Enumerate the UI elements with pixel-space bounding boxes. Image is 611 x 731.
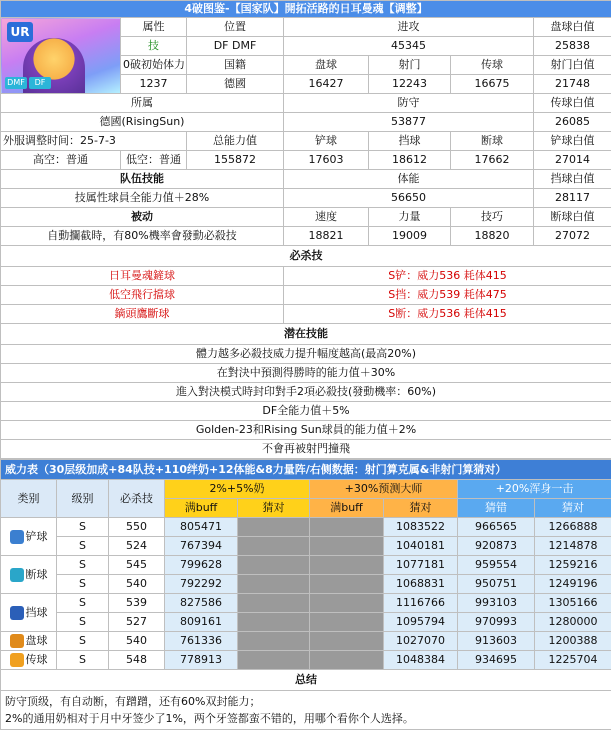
table-row [1,575,611,594]
col-level: 级别 [57,480,109,518]
row-skill: 550 [109,518,165,537]
label-pass-white: 传球白值 [534,94,611,113]
label-intercept-white: 断球白值 [534,208,611,227]
special-skill-detail: S铲：威力536 耗体415 [284,267,611,286]
row-skill: 527 [109,613,165,632]
sub-header: 满buff [165,499,238,518]
label-defense: 防守 [284,94,534,113]
row-value: 1077181 [384,556,458,575]
label-stamina: 体能 [284,170,534,189]
tackle-white-value: 27014 [534,151,611,170]
table-row [1,613,611,632]
row-value: 778913 [165,651,238,670]
row-value [310,632,384,651]
label-pass: 传球 [451,56,534,75]
label-position: 位置 [187,18,284,37]
affiliation-value: 德國(RisingSun) [1,113,284,132]
summary-line: 2%的通用奶相对于月中牙签少了1%，两个牙签都蛮不错的，用哪个看你个人选择。 [5,712,414,725]
row-category-label: 盘球 [25,634,48,647]
potential-item: DF全能力值＋5% [1,402,611,421]
row-value: 1027070 [384,632,458,651]
row-value: 827586 [165,594,238,613]
group-predict: +30%预测大师 [310,480,458,499]
adjust-time: 外服调整时间：25-7-3 [1,132,187,151]
row-level: S [57,613,109,632]
row-value: 920873 [458,537,535,556]
potential-item: 體力越多必殺技威力提升幅度越高(最高20%) [1,345,611,364]
attribute-value: 技 [121,37,187,56]
row-value [310,537,384,556]
row-value: 1266888 [535,518,611,537]
potential-item: Golden-23和Rising Sun球員的能力值＋2% [1,421,611,440]
col-skill: 必杀技 [109,480,165,518]
row-category-label: 传球 [25,653,48,666]
row-value: 1259216 [535,556,611,575]
row-value: 792292 [165,575,238,594]
summary-text [1,691,611,730]
tackle-value: 17603 [284,151,369,170]
row-level: S [57,575,109,594]
page-title: 4破图鉴-【国家队】開拓活路的日耳曼魂【调整】 [1,1,611,18]
special-skill-name: 低空飛行擋球 [1,286,284,305]
row-category [1,632,57,651]
label-shoot-white: 射门白值 [534,56,611,75]
label-tackle: 铲球 [284,132,369,151]
row-value: 799628 [165,556,238,575]
label-dribble-white: 盘球白值 [534,18,611,37]
row-skill: 540 [109,632,165,651]
row-value: 1225704 [535,651,611,670]
special-skill-name: 日耳曼魂鏟球 [1,267,284,286]
position-value: DF DMF [187,37,284,56]
block-icon [10,606,24,620]
position-badge: DMF [5,77,27,89]
sub-header: 猜对 [238,499,310,518]
pass-white-value: 26085 [534,113,611,132]
row-value: 950751 [458,575,535,594]
table-row [1,632,611,651]
row-value: 1068831 [384,575,458,594]
sub-header: 猜对 [384,499,458,518]
stamina0-value: 1237 [121,75,187,94]
row-level: S [57,556,109,575]
dribble-icon [10,634,24,648]
row-skill: 545 [109,556,165,575]
potential-label: 潜在技能 [1,324,611,345]
attack-value: 45345 [284,37,534,56]
summary-label: 总结 [1,670,611,691]
special-label: 必杀技 [1,246,611,267]
row-category [1,651,57,670]
pass-icon [10,653,24,667]
row-value [310,518,384,537]
total-value: 155872 [187,151,284,170]
table-row [1,537,611,556]
label-attack: 进攻 [284,18,534,37]
label-affiliation: 所属 [1,94,284,113]
label-tech: 技巧 [451,208,534,227]
team-skill-text: 技属性球員全能力值＋28% [1,189,284,208]
row-value: 1305166 [535,594,611,613]
pass-value: 16675 [451,75,534,94]
position-badge: DF [29,77,51,89]
row-level: S [57,594,109,613]
special-skill-detail: S断：威力536 耗体415 [284,305,611,324]
dribble-white-value: 25838 [534,37,611,56]
label-attr: 属性 [121,18,187,37]
row-value: 1095794 [384,613,458,632]
potential-item: 在對決中預測得勝時的能力值＋30% [1,364,611,383]
row-value: 1214878 [535,537,611,556]
row-category-label: 挡球 [25,605,48,619]
sub-header: 猜错 [458,499,535,518]
label-dribble: 盘球 [284,56,369,75]
col-category: 类别 [1,480,57,518]
row-value: 767394 [165,537,238,556]
table-row [1,518,611,537]
high-air: 高空：普通 [1,151,121,170]
team-skill-label: 队伍技能 [1,170,284,189]
intercept-value: 17662 [451,151,534,170]
table-row [1,594,611,613]
sub-header: 猜对 [535,499,611,518]
row-value: 1083522 [384,518,458,537]
potential-item: 進入對決模式時封印對手2項必殺技(發動機率：60%) [1,383,611,402]
row-value: 1116766 [384,594,458,613]
row-skill: 524 [109,537,165,556]
row-value: 966565 [458,518,535,537]
row-value [238,575,310,594]
row-value [310,613,384,632]
tackle-icon [10,530,24,544]
row-skill: 548 [109,651,165,670]
low-air: 低空：普通 [121,151,187,170]
special-skill-name: 鏑頭鷹斷球 [1,305,284,324]
power-value: 19009 [369,227,451,246]
tech-value: 18820 [451,227,534,246]
row-value: 761336 [165,632,238,651]
label-tackle-white: 铲球白值 [534,132,611,151]
row-value [310,575,384,594]
row-value [238,594,310,613]
row-value: 959554 [458,556,535,575]
table-row [1,651,611,670]
row-value [310,651,384,670]
label-block: 挡球 [369,132,451,151]
summary-line: 防守顶级，有自动断，有蹭蹭，还有60%双封能力； [5,695,261,708]
row-value: 805471 [165,518,238,537]
row-category [1,594,57,632]
row-skill: 539 [109,594,165,613]
label-stamina0: 0破初始体力 [121,56,187,75]
speed-value: 18821 [284,227,369,246]
nation-value: 德國 [187,75,284,94]
row-value: 1200388 [535,632,611,651]
row-value [238,651,310,670]
row-value: 1048384 [384,651,458,670]
row-value: 993103 [458,594,535,613]
label-block-white: 挡球白值 [534,170,611,189]
row-level: S [57,632,109,651]
row-level: S [57,518,109,537]
sub-header: 满buff [310,499,384,518]
row-value: 913603 [458,632,535,651]
row-value [310,594,384,613]
passive-label: 被动 [1,208,284,227]
shoot-white-value: 21748 [534,75,611,94]
row-level: S [57,537,109,556]
row-value [238,632,310,651]
group-milk: 2%+5%奶 [165,480,310,499]
defense-value: 53877 [284,113,534,132]
row-value [238,556,310,575]
potential-item: 不會再被射門撞飛 [1,440,611,459]
row-skill: 540 [109,575,165,594]
row-value: 970993 [458,613,535,632]
row-value [238,537,310,556]
block-white-value: 28117 [534,189,611,208]
stamina-value: 56650 [284,189,534,208]
power-table [0,459,611,730]
label-speed: 速度 [284,208,369,227]
row-value: 934695 [458,651,535,670]
row-level: S [57,651,109,670]
row-value [238,613,310,632]
intercept-white-value: 27072 [534,227,611,246]
shoot-value: 12243 [369,75,451,94]
dribble-value: 16427 [284,75,369,94]
row-value: 809161 [165,613,238,632]
row-category-label: 断球 [25,567,48,581]
block-value: 18612 [369,151,451,170]
intercept-icon [10,568,24,582]
row-value: 1280000 [535,613,611,632]
row-value: 1040181 [384,537,458,556]
rarity-badge: UR [7,22,33,42]
label-power: 力量 [369,208,451,227]
row-value [310,556,384,575]
label-intercept: 断球 [451,132,534,151]
power-table-title: 威力表（30层级加成+84队技+110绊奶+12体能&8力量阵/右侧数据：射门算克属&非射门算猜对） [1,460,611,480]
row-category-label: 铲球 [25,529,48,543]
passive-text: 自動攔截時，有80%機率會發動必殺技 [1,227,284,246]
row-value: 1249196 [535,575,611,594]
group-strike: +20%浑身一击 [458,480,611,499]
row-category [1,518,57,556]
label-shoot: 射门 [369,56,451,75]
special-skill-detail: S挡：威力539 耗体475 [284,286,611,305]
row-category [1,556,57,594]
label-nation: 国籍 [187,56,284,75]
table-row [1,556,611,575]
row-value [238,518,310,537]
card-portrait [1,18,121,94]
label-total: 总能力值 [187,132,284,151]
